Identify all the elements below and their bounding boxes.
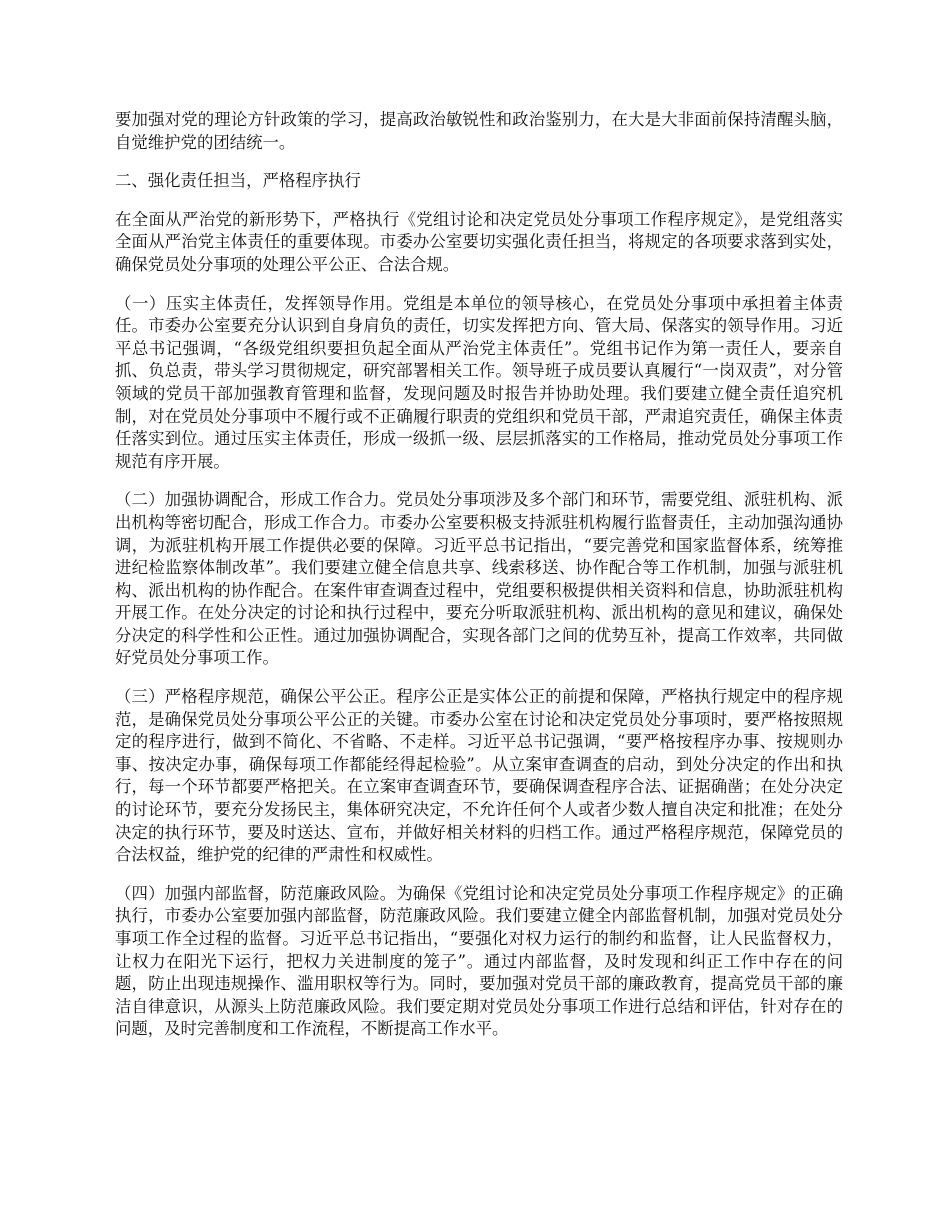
paragraph-point-4: （四）加强内部监督，防范廉政风险。为确保《党组讨论和决定党员处分事项工作程序规定》的正确执行，市委办公室要加强内部监督，防范廉政风险。我们要建立健全内部监督机制，加强对党员处分事项工作全过程的监督。习近平总书记指出，“要强化对权力运行的制约和监督，让人民监督权力，让权力在阳光下运行，把权力关进制度的笼子”。通过内部监督，及时发现和纠正工作中存在的问题，防止出现违规操作、滥用职权等行为。同时，要加强对党员干部的廉政教育，提高党员干部的廉洁自律意识，从源头上防范廉政风险。我们要定期对党员处分事项工作进行总结和评估，针对存在的问题，及时完善制度和工作流程，不断提高工作水平。 — [115, 883, 843, 1039]
section-heading: 二、强化责任担当，严格程序执行 — [115, 171, 361, 191]
paragraph-point-2: （二）加强协调配合，形成工作合力。党员处分事项涉及多个部门和环节，需要党组、派驻机构、派出机构等密切配合，形成工作合力。市委办公室要积极支持派驻机构履行监督责任，主动加强沟通协调，为派驻机构开展工作提供必要的保障。习近平总书记指出，“要完善党和国家监督体系，统筹推进纪检监察体制改革”。我们要建立健全信息共享、线索移送、协作配合等工作机制，加强与派驻机构、派出机构的协作配合。在案件审查调查过程中，党组要积极提供相关资料和信息，协助派驻机构开展工作。在处分决定的讨论和执行过程中，要充分听取派驻机构、派出机构的意见和建议，确保处分决定的科学性和公正性。通过加强协调配合，实现各部门之间的优势互补，提高工作效率，共同做好党员处分事项工作。 — [115, 490, 843, 668]
paragraph-overview: 在全面从严治党的新形势下，严格执行《党组讨论和决定党员处分事项工作程序规定》，是党组落实全面从严治党主体责任的重要体现。市委办公室要切实强化责任担当，将规定的各项要求落到实处，确保党员处分事项的处理公平公正、合法合规。 — [115, 209, 843, 274]
paragraph-point-3: （三）严格程序规范，确保公平公正。程序公正是实体公正的前提和保障，严格执行规定中的程序规范，是确保党员处分事项公平公正的关键。市委办公室在讨论和决定党员处分事项时，要严格按照规定的程序进行，做到不简化、不省略、不走样。习近平总书记强调，“要严格按程序办事、按规则办事、按决定办事，确保每项工作都能经得起检验”。从立案审查调查的启动，到处分决定的作出和执行，每一个环节都要严格把关。在立案审查调查环节，要确保调查程序合法、证据确凿；在处分决定的讨论环节，要充分发扬民主，集体研究决定，不允许任何个人或者少数人擅自决定和批准；在处分决定的执行环节，要及时送达、宣布，并做好相关材料的归档工作。通过严格程序规范，保障党员的合法权益，维护党的纪律的严肃性和权威性。 — [115, 687, 843, 865]
paragraph-intro: 要加强对党的理论方针政策的学习，提高政治敏锐性和政治鉴别力，在大是大非面前保持清醒头脑，自觉维护党的团结统一。 — [115, 110, 843, 152]
paragraph-point-1: （一）压实主体责任，发挥领导作用。党组是本单位的领导核心，在党员处分事项中承担着主体责任。市委办公室要充分认识到自身肩负的责任，切实发挥把方向、管大局、保落实的领导作用。习近平总书记强调，“各级党组织要担负起全面从严治党主体责任”。党组书记作为第一责任人，要亲自抓、负总责，带头学习贯彻规定，研究部署相关工作。领导班子成员要认真履行“一岗双责”，对分管领域的党员干部加强教育管理和监督，发现问题及时报告并协助处理。我们要建立健全责任追究机制，对在党员处分事项中不履行或不正确履行职责的党组织和党员干部，严肃追究责任，确保主体责任落实到位。通过压实主体责任，形成一级抓一级、层层抓落实的工作格局，推动党员处分事项工作规范有序开展。 — [115, 293, 843, 471]
document-body — [115, 109, 843, 1057]
